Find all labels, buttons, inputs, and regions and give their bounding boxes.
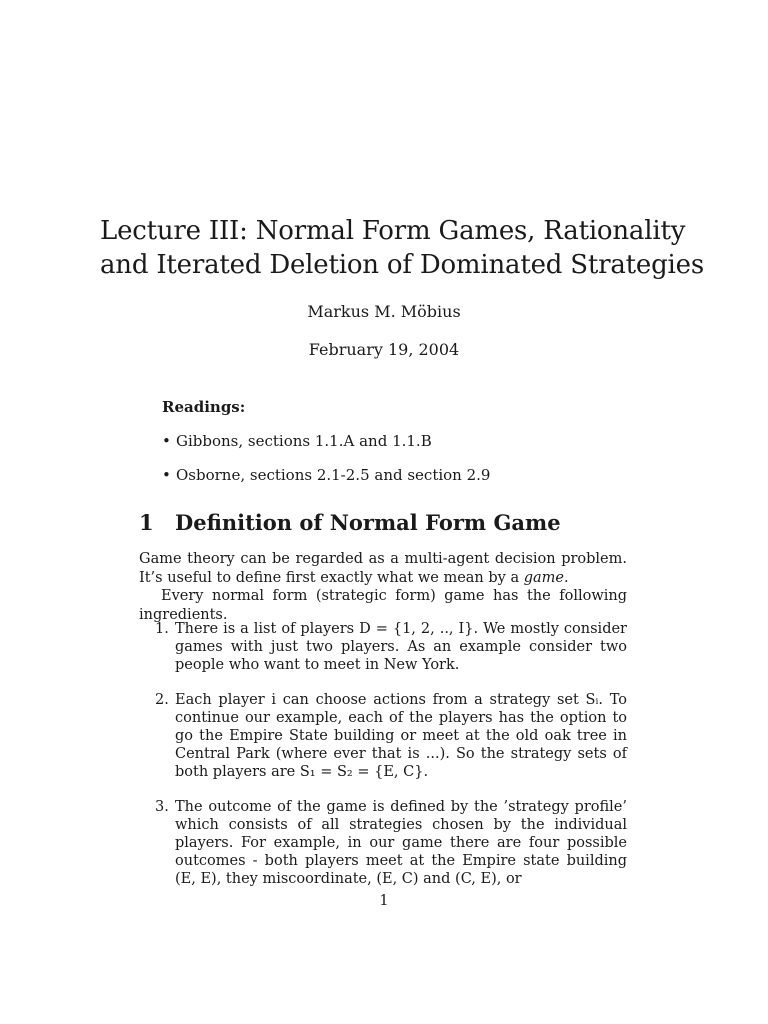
title-line-1: Lecture III: Normal Form Games, Rationality xyxy=(100,216,686,246)
list-item xyxy=(139,620,627,675)
reading-item xyxy=(162,466,490,500)
readings-list xyxy=(162,432,490,500)
page-number: 1 xyxy=(379,893,389,909)
reading-text: Gibbons, sections 1.1.A and 1.1.B xyxy=(176,432,432,450)
list-item xyxy=(139,691,627,782)
section-body xyxy=(139,550,627,624)
section-title: Definition of Normal Form Game xyxy=(175,510,561,535)
item-number: 1. xyxy=(155,621,169,637)
author-name: Markus M. Möbius xyxy=(307,302,461,321)
intro-text-end: . xyxy=(563,569,569,586)
ingredients-paragraph: Every normal form (strategic form) game has the following ingredients. xyxy=(139,588,627,623)
ingredients-list xyxy=(139,620,627,905)
item-text: There is a list of players D = {1, 2, .., I}. We mostly consider games with just two players. As an example consider two people who want to meet in New York. xyxy=(175,621,627,674)
item-text: Each player i can choose actions from a strategy set Sᵢ. To continue our example, each of the players has the option to go the Empire State building or meet at the old oak tree in Central Park (where ever that is ...). So the strategy sets of both players are S₁ = S₂ = {E, C}. xyxy=(175,691,627,781)
reading-item xyxy=(162,432,490,466)
bullet-icon: • xyxy=(162,432,171,450)
paper-title xyxy=(100,214,705,282)
intro-paragraph xyxy=(139,550,627,587)
publication-date: February 19, 2004 xyxy=(308,340,460,359)
intro-text: Game theory can be regarded as a multi-agent decision problem. It’s useful to define first exactly what we mean by a xyxy=(139,551,627,586)
item-number: 3. xyxy=(155,798,169,815)
item-text: The outcome of the game is defined by the ’strategy profile’ which consists of all strategies chosen by the individual players. For example, in our game there are four possible outcomes - both players meet at the Empire state building (E, E), they miscoordinate, (E, C) and (C, E), or xyxy=(175,798,627,888)
emphasized-term: game xyxy=(523,569,564,586)
reading-text: Osborne, sections 2.1-2.5 and section 2.9 xyxy=(176,466,491,484)
bullet-icon: • xyxy=(162,466,171,484)
section-heading xyxy=(139,510,561,535)
title-line-2: and Iterated Deletion of Dominated Strategies xyxy=(100,250,705,280)
item-number: 2. xyxy=(155,691,169,708)
section-number: 1 xyxy=(139,510,154,535)
list-item xyxy=(139,798,627,889)
readings-heading: Readings: xyxy=(162,398,246,416)
